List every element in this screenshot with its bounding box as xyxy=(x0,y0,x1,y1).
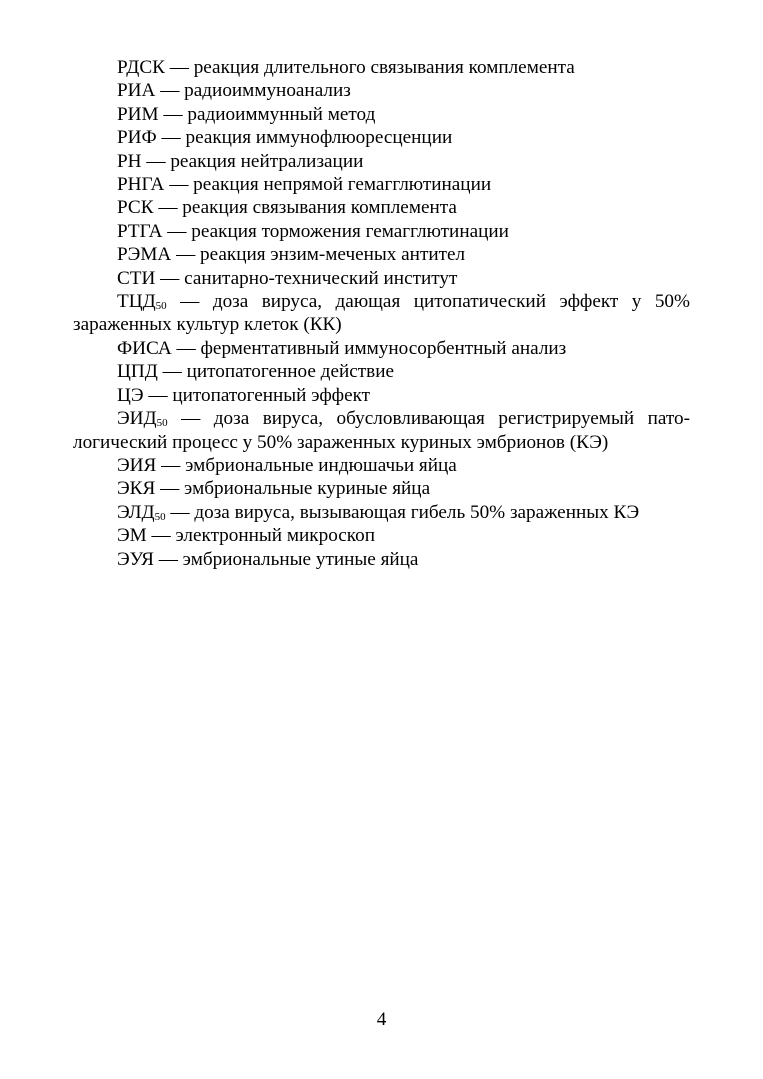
entry-eid50 xyxy=(73,407,690,454)
entry-abbr: РНГА xyxy=(117,174,165,196)
entry-ce xyxy=(73,384,690,407)
entry-definition: эмбриональные куриные яйца xyxy=(184,478,431,500)
entry-definition: реакция иммунофлюоресценции xyxy=(185,127,453,149)
entry-separator: — xyxy=(146,525,176,547)
entry-abbr: РЭМА xyxy=(117,244,172,266)
entry-separator: — xyxy=(162,220,192,242)
entry-separator: — xyxy=(167,408,214,430)
entry-definition: эмбриональные утиные яйца xyxy=(182,548,419,570)
entry-definition: ферментативный иммуносорбентный анализ xyxy=(200,337,567,359)
entry-separator: — xyxy=(165,501,195,523)
entry-abbr: РИФ xyxy=(117,127,157,149)
entry-abbr: ЭКЯ xyxy=(117,478,156,500)
entry-definition: радиоиммунный метод xyxy=(187,103,376,125)
entry-abbr: РТГА xyxy=(117,220,163,242)
entry-euya xyxy=(73,548,690,571)
abbreviation-list xyxy=(73,56,690,571)
page-number: 4 xyxy=(376,1009,387,1030)
entry-abbr: РН xyxy=(117,150,142,172)
entry-abbr: СТИ xyxy=(117,267,156,289)
entry-separator: — xyxy=(141,150,171,172)
entry-definition: эмбриональные индюшачьи яйца xyxy=(185,454,457,476)
entry-em xyxy=(73,524,690,547)
entry-separator: — xyxy=(171,244,201,266)
entry-definition: реакция нейтрализации xyxy=(170,150,364,172)
entry-separator: — xyxy=(155,478,185,500)
entry-definition: реакция длительного связывания комплемента xyxy=(193,57,575,78)
entry-sti xyxy=(73,267,690,290)
entry-abbr: ЦПД xyxy=(117,361,158,383)
entry-abbr: $ЭЛД_{50}$ xyxy=(117,501,166,523)
entry-definition: реакция связывания комплемента xyxy=(182,197,457,219)
entry-definition: цитопатогенное действие xyxy=(186,361,394,383)
entry-abbr: ЭУЯ xyxy=(117,548,154,570)
entry-separator: — xyxy=(164,174,194,196)
entry-rnga xyxy=(73,173,690,196)
entry-abbr: РИА xyxy=(117,80,156,102)
entry-rn xyxy=(73,150,690,173)
entry-abbr: РИМ xyxy=(117,103,159,125)
entry-definition: реакция торможения гемагглютинации xyxy=(191,220,509,242)
entry-ekya xyxy=(73,477,690,500)
entry-rsk xyxy=(73,196,690,219)
entry-eld50 xyxy=(73,501,690,524)
entry-definition: радиоиммуноанализ xyxy=(184,80,351,102)
entry-separator: — xyxy=(153,548,183,570)
entry-abbr: ЭИЯ xyxy=(117,454,157,476)
entry-rif xyxy=(73,126,690,149)
entry-separator: — xyxy=(153,197,183,219)
entry-abbr: $ЭИД_{50}$ xyxy=(117,408,168,430)
entry-definition: доза вируса, дающая цитопатический эффект у 50% зараженных культур клеток (КК) xyxy=(73,291,691,336)
entry-rdsk xyxy=(73,56,690,79)
entry-definition: цитопатогенный эффект xyxy=(172,384,371,406)
entry-definition: электронный микроскоп xyxy=(175,525,375,547)
entry-separator: — xyxy=(164,57,194,78)
entry-definition: санитарно-технический институт xyxy=(184,267,458,289)
entry-abbr: РДСК xyxy=(117,57,165,78)
entry-definition: реакция энзим-меченых антител xyxy=(200,244,466,266)
entry-rim xyxy=(73,103,690,126)
entry-separator: — xyxy=(166,291,213,313)
entry-definition: доза вируса, обусловливающая регистрируемый патологический процесс у 50% зараженных куриных эмбрионов (КЭ) xyxy=(73,408,691,453)
entry-definition: доза вируса, вызывающая гибель 50% зараженных КЭ xyxy=(194,501,640,523)
entry-separator: — xyxy=(171,337,201,359)
entry-separator: — xyxy=(158,103,188,125)
entry-ria xyxy=(73,79,690,102)
entry-abbr: $ТЦД_{50}$ xyxy=(117,291,167,313)
entry-separator: — xyxy=(156,454,186,476)
entry-separator: — xyxy=(155,267,185,289)
entry-rema xyxy=(73,243,690,266)
entry-abbr: РСК xyxy=(117,197,154,219)
entry-abbr: ФИСА xyxy=(117,337,172,359)
entry-definition: реакция непрямой гемагглютинации xyxy=(193,174,492,196)
entry-abbr: ЭМ xyxy=(117,525,147,547)
entry-rtga xyxy=(73,220,690,243)
entry-abbr: ЦЭ xyxy=(117,384,144,406)
entry-separator: — xyxy=(143,384,173,406)
entry-separator: — xyxy=(155,80,185,102)
entry-fisa xyxy=(73,337,690,360)
entry-cpd xyxy=(73,360,690,383)
entry-tcd50 xyxy=(73,290,690,337)
entry-separator: — xyxy=(157,361,187,383)
entry-eiya xyxy=(73,454,690,477)
entry-separator: — xyxy=(156,127,186,149)
